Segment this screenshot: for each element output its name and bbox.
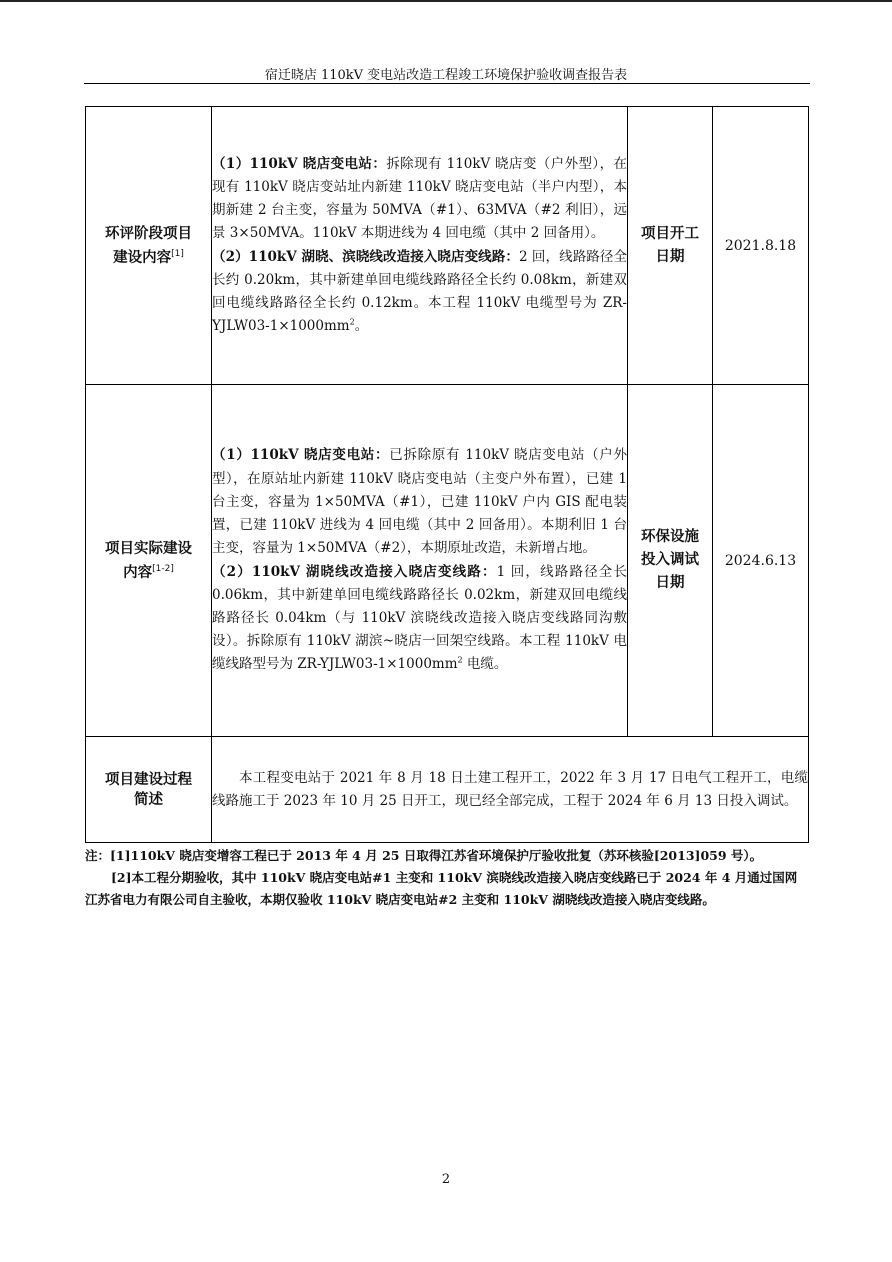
footnotes: [85, 845, 809, 911]
actual-content-cell: [212, 385, 628, 737]
footnote-1: 注：[1]110kV 晓店变增容工程已于 2013 年 4 月 25 日取得江苏省环境保护厅验收批复（苏环核验[2013]059 号）。: [85, 848, 763, 863]
actual-paragraph-substation: （1）110kV 晓店变电站：已拆除原有 110kV 晓店变电站（户外型），在原站址内新建 110kV 晓店变电站（主变户外布置），已建 1 台主变，容量为 1×50MVA（#1），已建 110kV 户内 GIS 配电装置，已建 110kV 进线为 4 回电缆（其中 2 回备用）。本期利旧 1 台主变，容量为 1×50MVA（#2），本期原址改造，未新增占地。: [212, 447, 627, 557]
actual-paragraph-line: （2）110kV 湖晓线改造接入晓店变线路：1 回，线路路径全长 0.06km，其中新建单回电缆线路路径长 0.02km，新建双回电缆线路路径长 0.04km（与 110kV 滨晓线改造接入晓店变线路同沟敷设）。拆除原有 110kV 湖滨~晓店一回架空线路。本工程 110kV 电缆线路型号为 $ZR-YJLW03-1\times 1000mm^2$ 电缆。: [212, 563, 627, 673]
eia-content-cell: [212, 107, 628, 385]
row-label-summary: 项目建设过程 简述: [86, 737, 212, 843]
report-table: [85, 106, 809, 843]
table-row-summary: [86, 737, 809, 843]
page-number: 2: [441, 1172, 451, 1187]
table-row-eia-content: [86, 107, 809, 385]
header-rule: [84, 83, 810, 84]
row-label-eia: 环评阶段项目 建设内容[1]: [86, 107, 212, 385]
commissioning-date-label: 环保设施 投入调试 日期: [628, 385, 713, 737]
top-border: [0, 0, 892, 2]
start-date-label: 项目开工 日期: [628, 107, 713, 385]
page-header: 宿迁晓店 110kV 变电站改造工程竣工环境保护验收调查报告表: [264, 68, 628, 83]
eia-paragraph-line: （2）110kV 湖晓、滨晓线改造接入晓店变线路：2 回，线路路径全长约 0.20km，其中新建单回电缆线路路径全长约 0.08km，新建双回电缆线路路径全长约 0.12km。本工程 110kV 电缆型号为 $ZR-YJLW03-1\times 1000mm^2$。: [212, 248, 627, 335]
summary-content-cell: 本工程变电站于 2021 年 8 月 18 日土建工程开工，2022 年 3 月 17 日电气工程开工，电缆线路施工于 2023 年 10 月 25 日开工，现已经全部完成，工程于 2024 年 6 月 13 日投入调试。: [212, 737, 809, 843]
table-row-actual-content: [86, 385, 809, 737]
start-date-value: 2021.8.18: [713, 107, 809, 385]
footnote-2: [2]本工程分期验收，其中 110kV 晓店变电站#1 主变和 110kV 滨晓线改造接入晓店变线路已于 2024 年 4 月通过国网江苏省电力有限公司自主验收，本期仅验收 110kV 晓店变电站#2 主变和 110kV 湖晓线改造接入晓店变线路。: [85, 870, 798, 907]
commissioning-date-value: 2024.6.13: [713, 385, 809, 737]
row-label-actual: 项目实际建设 内容[1-2]: [86, 385, 212, 737]
eia-paragraph-substation: （1）110kV 晓店变电站：拆除现有 110kV 晓店变（户外型），在现有 110kV 晓店变站址内新建 110kV 晓店变电站（半户内型），本期新建 2 台主变，容量为 50MVA（#1）、63MVA（#2 利旧），远景 3×50MVA。110kV 本期进线为 4 回电缆（其中 2 回备用）。: [212, 155, 627, 242]
